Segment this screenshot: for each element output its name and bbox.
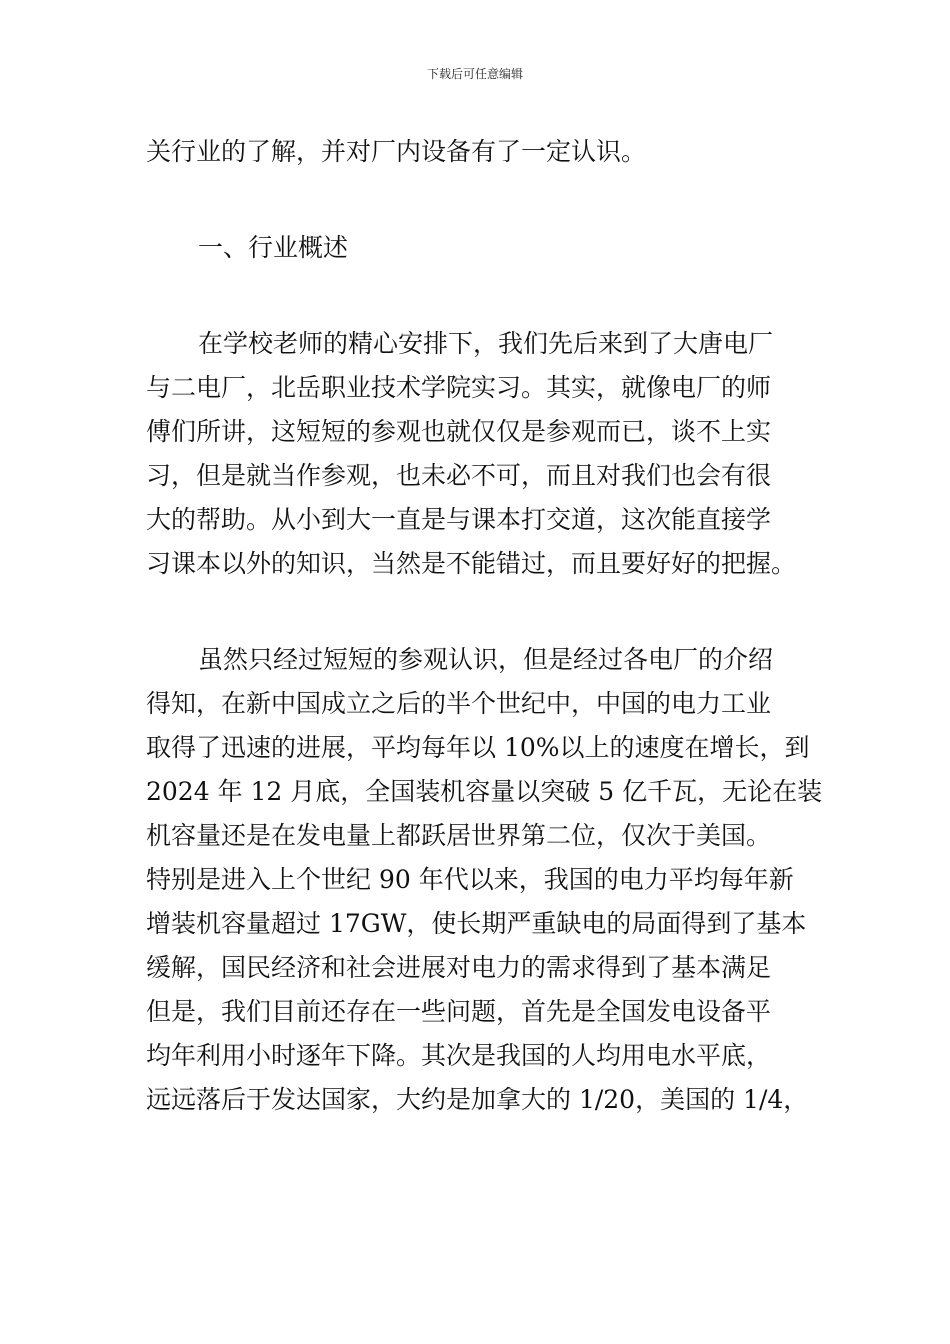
paragraph-gap xyxy=(146,270,811,322)
text-line: 均年利用小时逐年下降。其次是我国的人均用电水平底， xyxy=(146,1041,772,1070)
text-line: 与二电厂，北岳职业技术学院实习。其实，就像电厂的师 xyxy=(146,373,772,402)
text-line: 增装机容量超过 17GW，使长期严重缺电的局面得到了基本 xyxy=(146,909,807,938)
text-line: 习课本以外的知识，当然是不能错过，而且要好好的把握。 xyxy=(146,549,797,578)
text-line: 特别是进入上个世纪 90 年代以来，我国的电力平均每年新 xyxy=(146,865,794,894)
text-line: 缓解，国民经济和社会进展对电力的需求得到了基本满足 xyxy=(146,953,772,982)
text-line: 傅们所讲，这短短的参观也就仅仅是参观而已，谈不上实 xyxy=(146,417,772,446)
text-line: 虽然只经过短短的参观认识，但是经过各电厂的介绍 xyxy=(198,645,774,674)
text-line: 取得了迅速的进展，平均每年以 10%以上的速度在增长，到 xyxy=(146,733,810,762)
page-header: 下载后可任意编辑 xyxy=(426,67,523,81)
paragraph-continuation xyxy=(146,130,811,174)
text-line: 得知，在新中国成立之后的半个世纪中，中国的电力工业 xyxy=(146,689,772,718)
text-line: 机容量还是在发电量上都跃居世界第二位，仅次于美国。 xyxy=(146,821,772,850)
section-heading-text: 一、行业概述 xyxy=(198,233,349,262)
text-line: 关行业的了解，并对厂内设备有了一定认识。 xyxy=(146,137,647,166)
paragraph-industry xyxy=(146,638,823,1122)
paragraph-internship xyxy=(146,322,811,586)
text-line: 2024 年 12 月底，全国装机容量以突破 5 亿千瓦，无论在装 xyxy=(146,777,823,806)
section-heading xyxy=(146,226,811,270)
paragraph-gap xyxy=(146,174,811,226)
text-line: 远远落后于发达国家，大约是加拿大的 1/20，美国的 1/4， xyxy=(146,1085,809,1114)
paragraph-gap xyxy=(146,586,811,638)
text-line: 在学校老师的精心安排下，我们先后来到了大唐电厂 xyxy=(198,329,774,358)
text-line: 习，但是就当作参观，也未必不可，而且对我们也会有很 xyxy=(146,461,772,490)
text-line: 但是，我们目前还存在一些问题，首先是全国发电设备平 xyxy=(146,997,772,1026)
text-line: 大的帮助。从小到大一直是与课本打交道，这次能直接学 xyxy=(146,505,772,534)
document-body xyxy=(146,130,823,1122)
